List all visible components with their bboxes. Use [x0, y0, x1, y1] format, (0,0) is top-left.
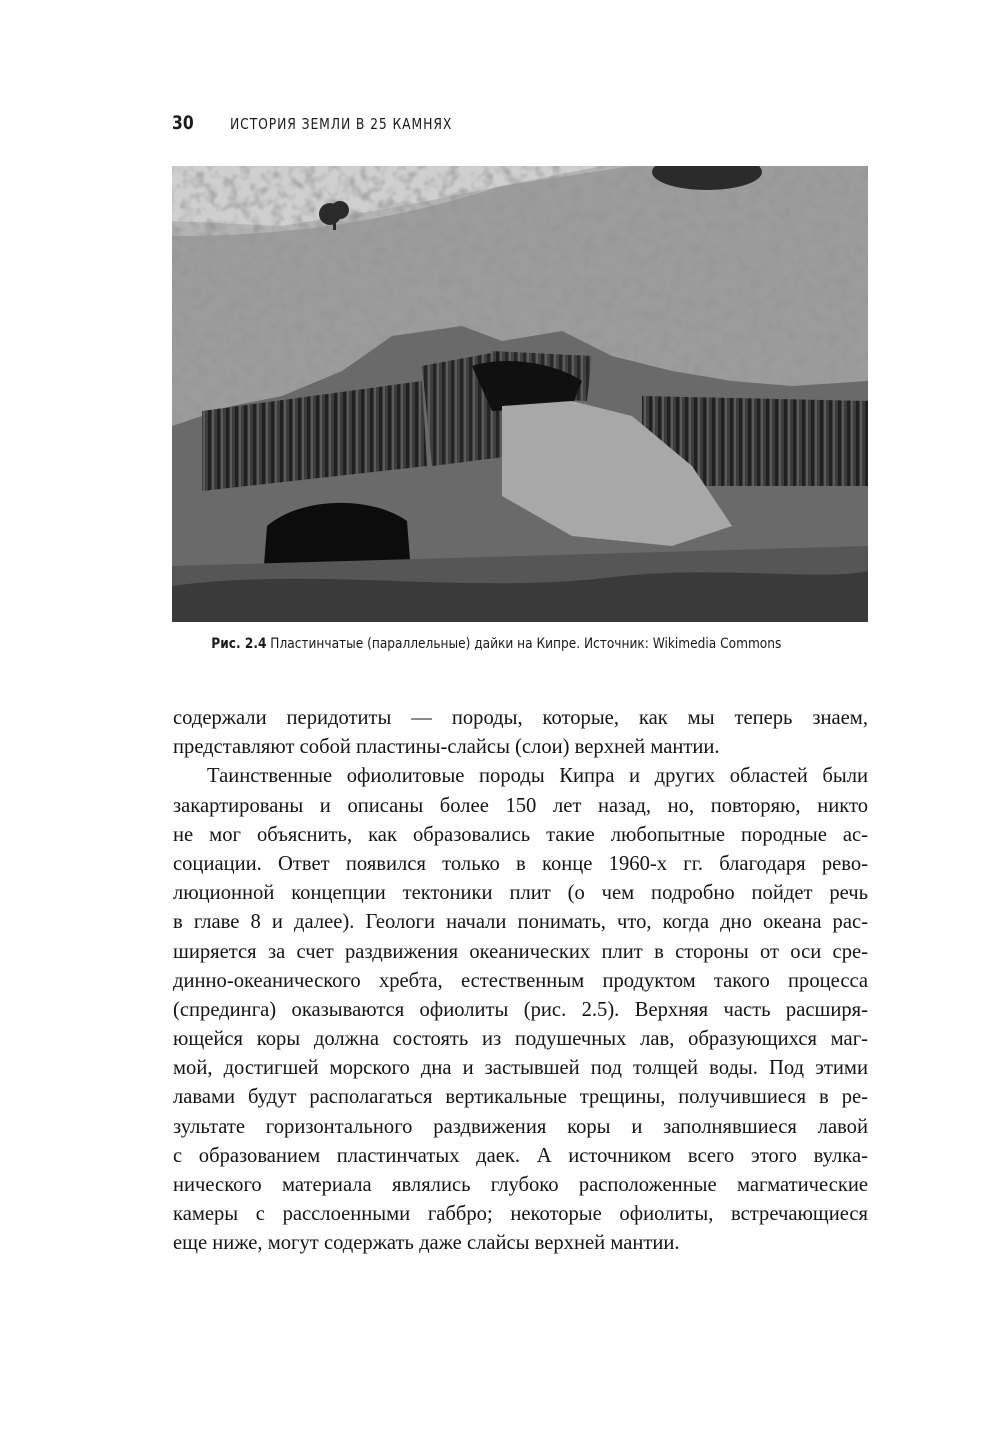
text-line: нического материала являлись глубоко расположенные магматические	[173, 1174, 868, 1196]
caption-text: Пластинчатые (параллельные) дайки на Кипре. Источник: Wikimedia Commons	[269, 636, 782, 652]
text-line: в главе 8 и далее). Геологи начали понимать, что, когда дно океана рас-	[173, 911, 868, 934]
running-head	[172, 112, 453, 134]
text-line: люционной концепции тектоники плит (о чем подробно пойдет речь	[173, 882, 868, 905]
text-line: Таинственные офиолитовые породы Кипра и других областей были	[207, 765, 868, 788]
body-text	[173, 704, 868, 1259]
text-line: закартированы и описаны более 150 лет назад, но, повторяю, никто	[173, 794, 868, 817]
text-line: камеры с расслоенными габбро; некоторые офиолиты, встречающиеся	[173, 1203, 868, 1226]
figure-photo	[172, 166, 868, 622]
text-line: не мог объяснить, как образовались такие любопытные породные ас-	[173, 823, 868, 846]
text-line: ющейся коры должна состоять из подушечных лав, образующихся маг-	[173, 1028, 868, 1051]
caption-label: Рис. 2.4	[210, 636, 267, 652]
page-number: 30	[172, 112, 194, 134]
figure-caption	[0, 636, 992, 652]
text-line: лавами будут располагаться вертикальные трещины, получившиеся в ре-	[173, 1086, 868, 1109]
text-line: ширяется за счет раздвижения океанических плит в стороны от оси сре-	[173, 940, 868, 963]
text-line: социации. Ответ появился только в конце 1960-х гг. благодаря рево-	[173, 852, 868, 875]
text-line: динно-океанического хребта, естественным продуктом такого процесса	[173, 969, 868, 992]
dikes-photo	[172, 166, 868, 622]
text-line: еще ниже, могут содержать даже слайсы верхней мантии.	[173, 1232, 680, 1255]
text-line: (спрединга) оказываются офиолиты (рис. 2.5). Верхняя часть расширя-	[173, 998, 868, 1021]
book-title: ИСТОРИЯ ЗЕМЛИ В 25 КАМНЯХ	[230, 115, 453, 133]
text-line: представляют собой пластины-слайсы (слои) верхней мантии.	[173, 736, 720, 759]
text-line: мой, достигшей морского дна и застывшей под толщей воды. Под этими	[173, 1057, 868, 1080]
text-line: с образованием пластинчатых даек. А источником всего этого вулка-	[173, 1144, 868, 1167]
text-line: зультате горизонтального раздвижения коры и заполнявшиеся лавой	[173, 1115, 868, 1138]
text-line: содержали перидотиты — породы, которые, как мы теперь знаем,	[173, 707, 868, 729]
